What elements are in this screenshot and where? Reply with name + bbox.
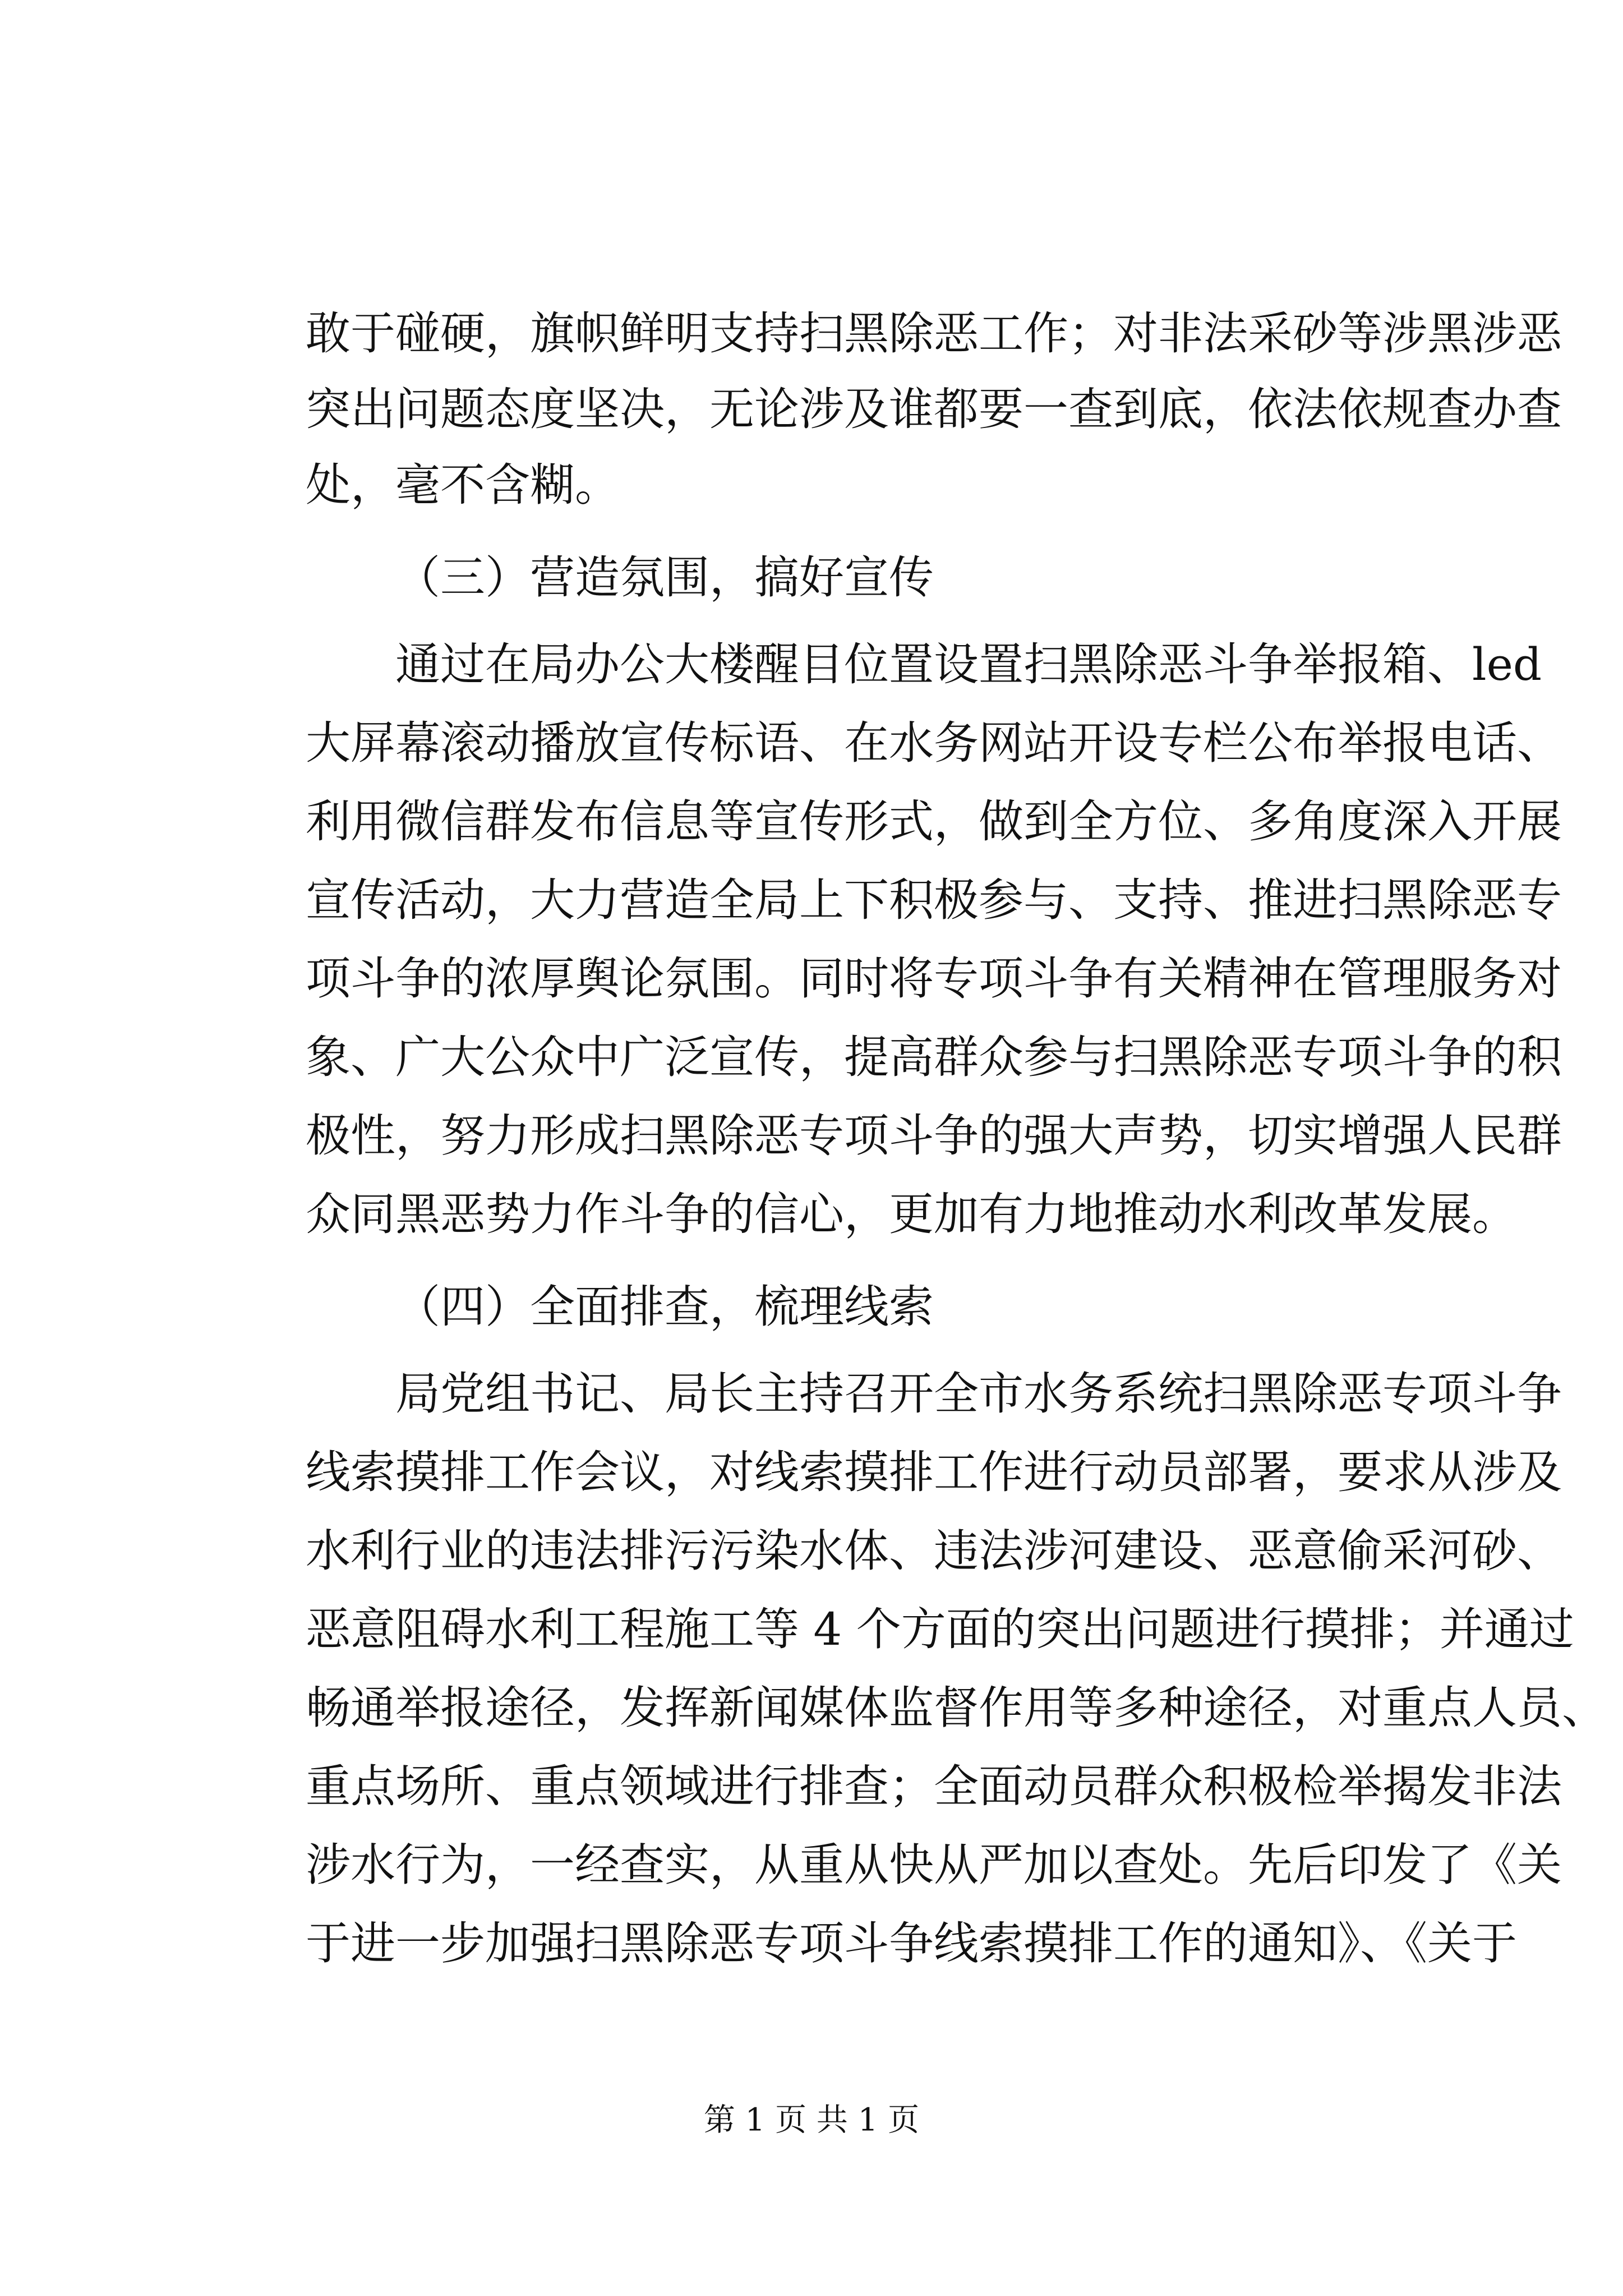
body-line: 恶意阻碍水利工程施工等 4 个方面的突出问题进行摸排；并通过 (306, 1603, 1574, 1655)
body-line: 重点场所、重点领域进行排查；全面动员群众积极检举揭发非法 (306, 1760, 1562, 1812)
body-line: 局党组书记、局长主持召开全市水务系统扫黑除恶专项斗争 (395, 1368, 1562, 1420)
section-heading: （四）全面排查，梳理线索 (395, 1281, 934, 1333)
body-line: 水利行业的违法排污污染水体、违法涉河建设、恶意偷采河砂、 (306, 1525, 1562, 1577)
body-line: 敢于碰硬，旗帜鲜明支持扫黑除恶工作；对非法采砂等涉黑涉恶 (306, 307, 1562, 360)
body-line: 众同黑恶势力作斗争的信心，更加有力地推动水利改革发展。 (306, 1188, 1517, 1240)
body-line: 利用微信群发布信息等宣传形式，做到全方位、多角度深入开展 (306, 795, 1562, 848)
body-line: 象、广大公众中广泛宣传，提高群众参与扫黑除恶专项斗争的积 (306, 1031, 1562, 1083)
body-line: 线索摸排工作会议，对线索摸排工作进行动员部署，要求从涉及 (306, 1446, 1562, 1498)
body-line: 项斗争的浓厚舆论氛围。同时将专项斗争有关精神在管理服务对 (306, 953, 1562, 1005)
body-line: 处，毫不含糊。 (306, 459, 620, 511)
body-line: 畅通举报途径，发挥新闻媒体监督作用等多种途径，对重点人员、 (306, 1682, 1607, 1734)
page-footer: 第 1 页 共 1 页 (703, 2102, 920, 2138)
body-line: 极性，努力形成扫黑除恶专项斗争的强大声势，切实增强人民群 (306, 1110, 1562, 1162)
section-heading: （三）营造氛围，搞好宣传 (395, 551, 934, 604)
body-line: 宣传活动，大力营造全局上下积极参与、支持、推进扫黑除恶专 (306, 874, 1562, 926)
body-line: 突出问题态度坚决，无论涉及谁都要一查到底，依法依规查办查 (306, 383, 1562, 435)
body-line: 于进一步加强扫黑除恶专项斗争线索摸排工作的通知》、《关于 (306, 1917, 1517, 1970)
body-line: 涉水行为，一经查实，从重从快从严加以查处。先后印发了《关 (306, 1839, 1562, 1891)
body-line: 通过在局办公大楼醒目位置设置扫黑除恶斗争举报箱、led (395, 638, 1542, 691)
body-line: 大屏幕滚动播放宣传标语、在水务网站开设专栏公布举报电话、 (306, 717, 1562, 769)
